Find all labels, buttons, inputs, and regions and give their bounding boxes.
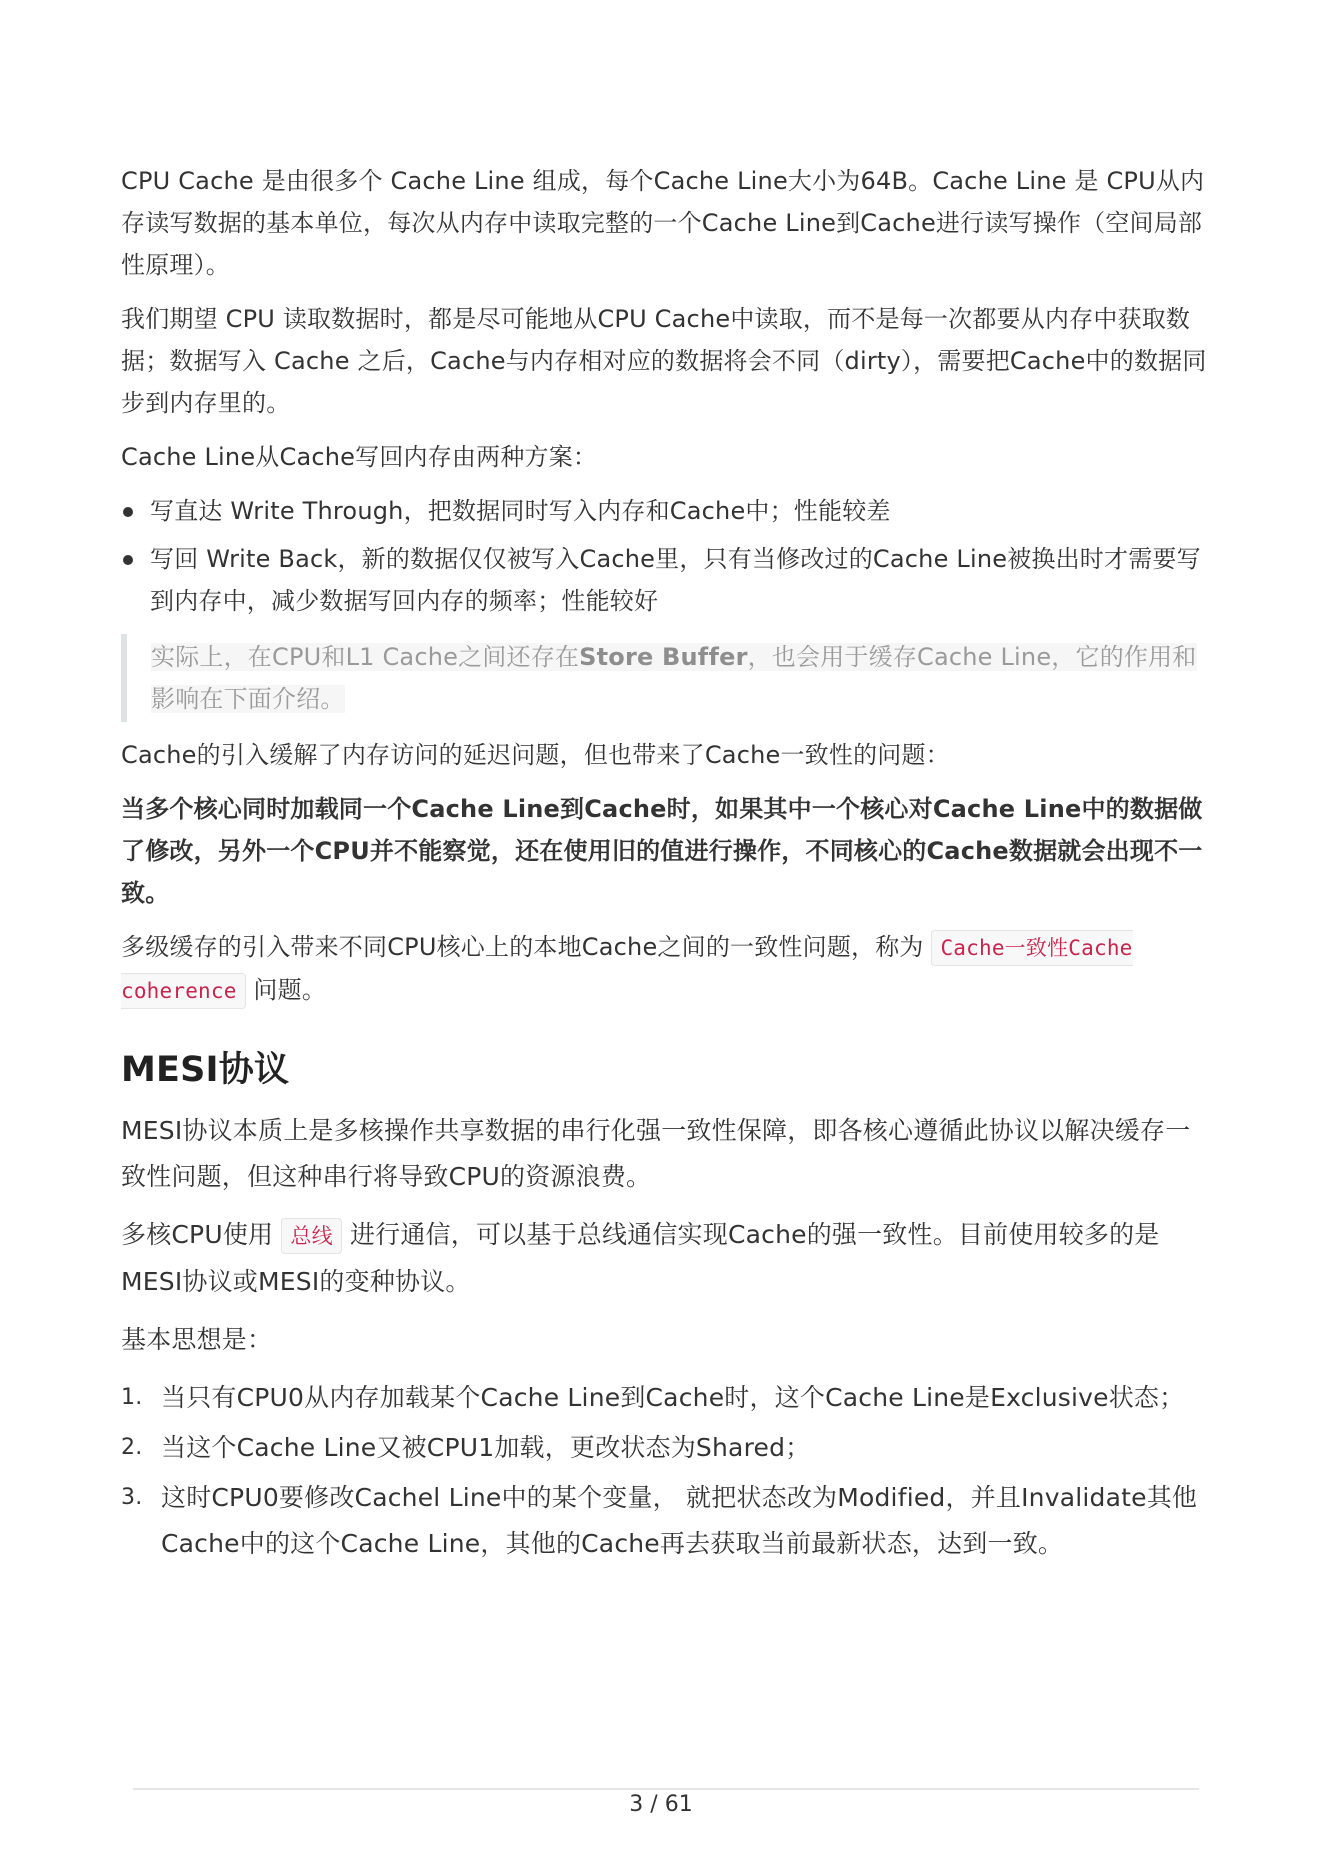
bus-text-before: 多核CPU使用 — [121, 1220, 282, 1249]
paragraph-cpu-read-expectation: 我们期望 CPU 读取数据时，都是尽可能地从CPU Cache中读取，而不是每一次都要从内存中获取数据；数据写入 Cache 之后，Cache与内存相对应的数据将会不同（dirty），需要把Cache中的数据同步到内存里的。 — [121, 305, 1207, 417]
note-store-buffer-term: Store Buffer — [579, 643, 748, 671]
paragraph-consistency-explanation: 当多个核心同时加载同一个Cache Line到Cache时，如果其中一个核心对Cache Line中的数据做了修改，另外一个CPU并不能察觉，还在使用旧的值进行操作，不同核心的Cache数据就会出现不一致。 — [121, 795, 1203, 907]
coherence-text-before: 多级缓存的引入带来不同CPU核心上的本地Cache之间的一致性问题，称为 — [121, 933, 932, 961]
section-heading-mesi: MESI协议 — [121, 1050, 290, 1090]
paragraph-basic-idea: 基本思想是： — [121, 1325, 273, 1354]
step-text: 这时CPU0要修改Cachel Line中的某个变量， 就把状态改为Modified，并且Invalidate其他Cache中的这个Cache Line，其他的Cache再去获取当前最新状态，达到一致。 — [161, 1483, 1198, 1558]
paragraph-cache-coherence — [121, 926, 1211, 1012]
inline-code-bus: 总线 — [281, 1218, 341, 1254]
list-item-write-back: 写回 Write Back，新的数据仅仅被写入Cache里，只有当修改过的Cache Line被换出时才需要写到内存中，减少数据写回内存的频率；性能较好 — [121, 538, 1211, 622]
write-scheme-list — [121, 490, 1211, 622]
paragraph-cache-line-intro: CPU Cache 是由很多个 Cache Line 组成，每个Cache Line大小为64B。Cache Line 是 CPU从内存读写数据的基本单位，每次从内存中读取完整的一个Cache Line到Cache进行读写操作（空间局部性原理）。 — [121, 167, 1205, 279]
list-item-step-2 — [121, 1425, 1211, 1471]
inline-code-cache-coherence: Cache一致性Cache coherence — [121, 930, 1133, 1009]
note-text-after: ，也会用于缓存Cache Line，它的作用和影响在下面介绍。 — [151, 643, 1197, 713]
bus-text-after: 进行通信，可以基于总线通信实现Cache的强一致性。目前使用较多的是MESI协议或MESI的变种协议。 — [121, 1220, 1160, 1296]
step-number: 1. — [121, 1385, 143, 1410]
store-buffer-note — [121, 634, 1211, 722]
step-number: 3. — [121, 1485, 143, 1510]
paragraph-mesi-essence: MESI协议本质上是多核操作共享数据的串行化强一致性保障，即各核心遵循此协议以解决缓存一致性问题，但这种串行将导致CPU的资源浪费。 — [121, 1116, 1191, 1191]
page-number: 3 / 61 — [629, 1792, 693, 1817]
coherence-text-after: 问题。 — [245, 976, 327, 1004]
footer-divider — [133, 1788, 1199, 1790]
paragraph-bus-communication — [121, 1212, 1211, 1305]
list-item-step-3 — [121, 1475, 1211, 1567]
note-text-before: 实际上，在CPU和L1 Cache之间还存在 — [151, 643, 580, 671]
document-body — [121, 160, 1211, 1571]
list-item-write-through: 写直达 Write Through，把数据同时写入内存和Cache中；性能较差 — [121, 490, 1211, 532]
list-item-step-1 — [121, 1375, 1211, 1421]
paragraph-writeback-schemes: Cache Line从Cache写回内存由两种方案： — [121, 443, 598, 471]
step-number: 2. — [121, 1435, 143, 1460]
step-text: 当这个Cache Line又被CPU1加载，更改状态为Shared； — [161, 1433, 811, 1462]
step-text: 当只有CPU0从内存加载某个Cache Line到Cache时，这个Cache Line是Exclusive状态； — [161, 1383, 1185, 1412]
paragraph-cache-consistency-issue: Cache的引入缓解了内存访问的延迟问题，但也带来了Cache一致性的问题： — [121, 741, 950, 769]
mesi-steps-list — [121, 1375, 1211, 1567]
